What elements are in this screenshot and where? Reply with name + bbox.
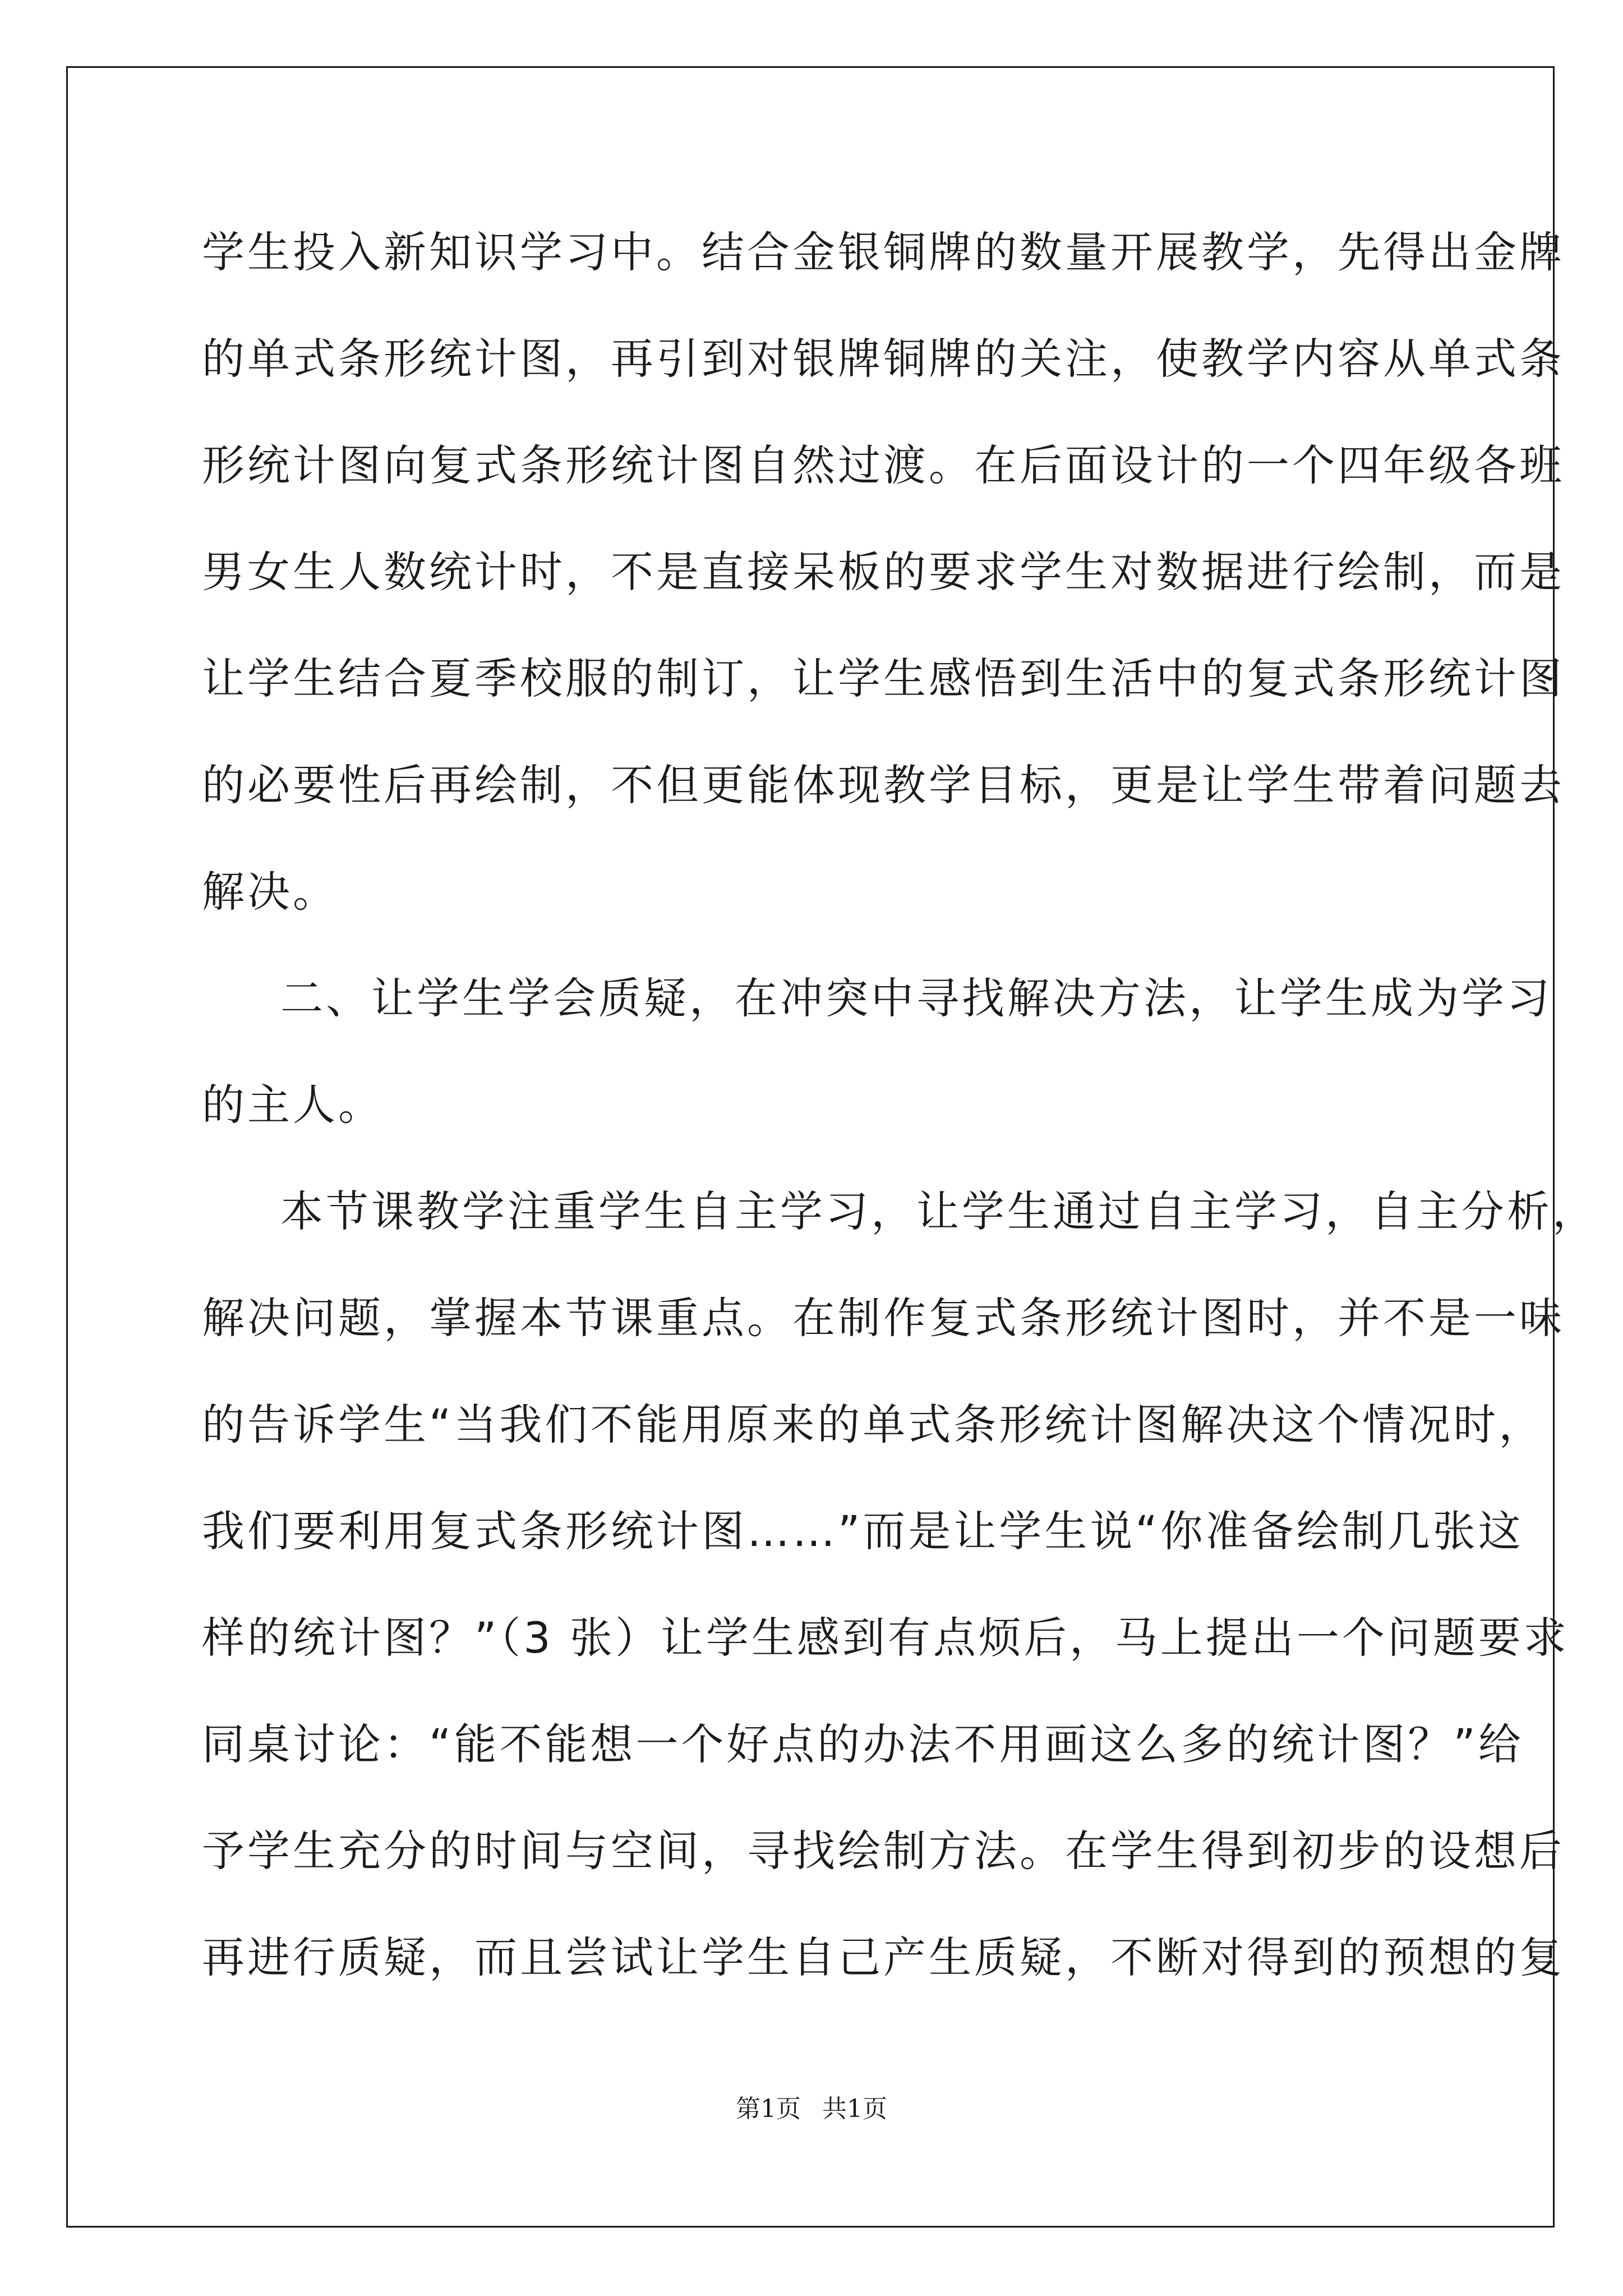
section-heading-line: 的主人。 [202,1080,384,1130]
text-line: 解决。 [202,867,338,917]
text-line: 的必要性后再绘制，不但更能体现教学目标，更是让学生带着问题去 [202,760,1565,810]
text-line: 的告诉学生“当我们不能用原来的单式条形统计图解决这个情况时， [202,1400,1544,1450]
text-line: 同桌讨论：“能不能想一个好点的办法不用画这么多的统计图？”给 [202,1719,1524,1769]
page-footer [0,2092,1623,2126]
text-line: 样的统计图？”（3 张）让学生感到有点烦后，马上提出一个问题要求 [202,1613,1569,1663]
page-number: 第1页 [736,2095,801,2123]
text-line: 让学生结合夏季校服的制订，让学生感悟到生活中的复式条形统计图 [202,654,1565,703]
page-total: 共1页 [822,2095,887,2123]
text-line: 我们要利用复式条形统计图……”而是让学生说“你准备绘制几张这 [202,1506,1524,1556]
text-line: 学生投入新知识学习中。结合金银铜牌的数量开展教学，先得出金牌 [202,227,1565,277]
section-heading-line: 二、让学生学会质疑，在冲突中寻找解决方法，让学生成为学习 [280,973,1552,1023]
text-line: 男女生人数统计时，不是直接呆板的要求学生对数据进行绘制，而是 [202,547,1565,597]
text-line: 的单式条形统计图，再引到对银牌铜牌的关注，使教学内容从单式条 [202,334,1565,384]
text-line: 本节课教学注重学生自主学习，让学生通过自主学习，自主分析， [280,1186,1598,1236]
text-line: 解决问题，掌握本节课重点。在制作复式条形统计图时，并不是一味 [202,1293,1565,1343]
text-line: 再进行质疑，而且尝试让学生自己产生质疑，不断对得到的预想的复 [202,1932,1565,1982]
text-line: 予学生充分的时间与空间，寻找绘制方法。在学生得到初步的设想后 [202,1826,1565,1876]
text-line: 形统计图向复式条形统计图自然过渡。在后面设计的一个四年级各班 [202,440,1565,490]
